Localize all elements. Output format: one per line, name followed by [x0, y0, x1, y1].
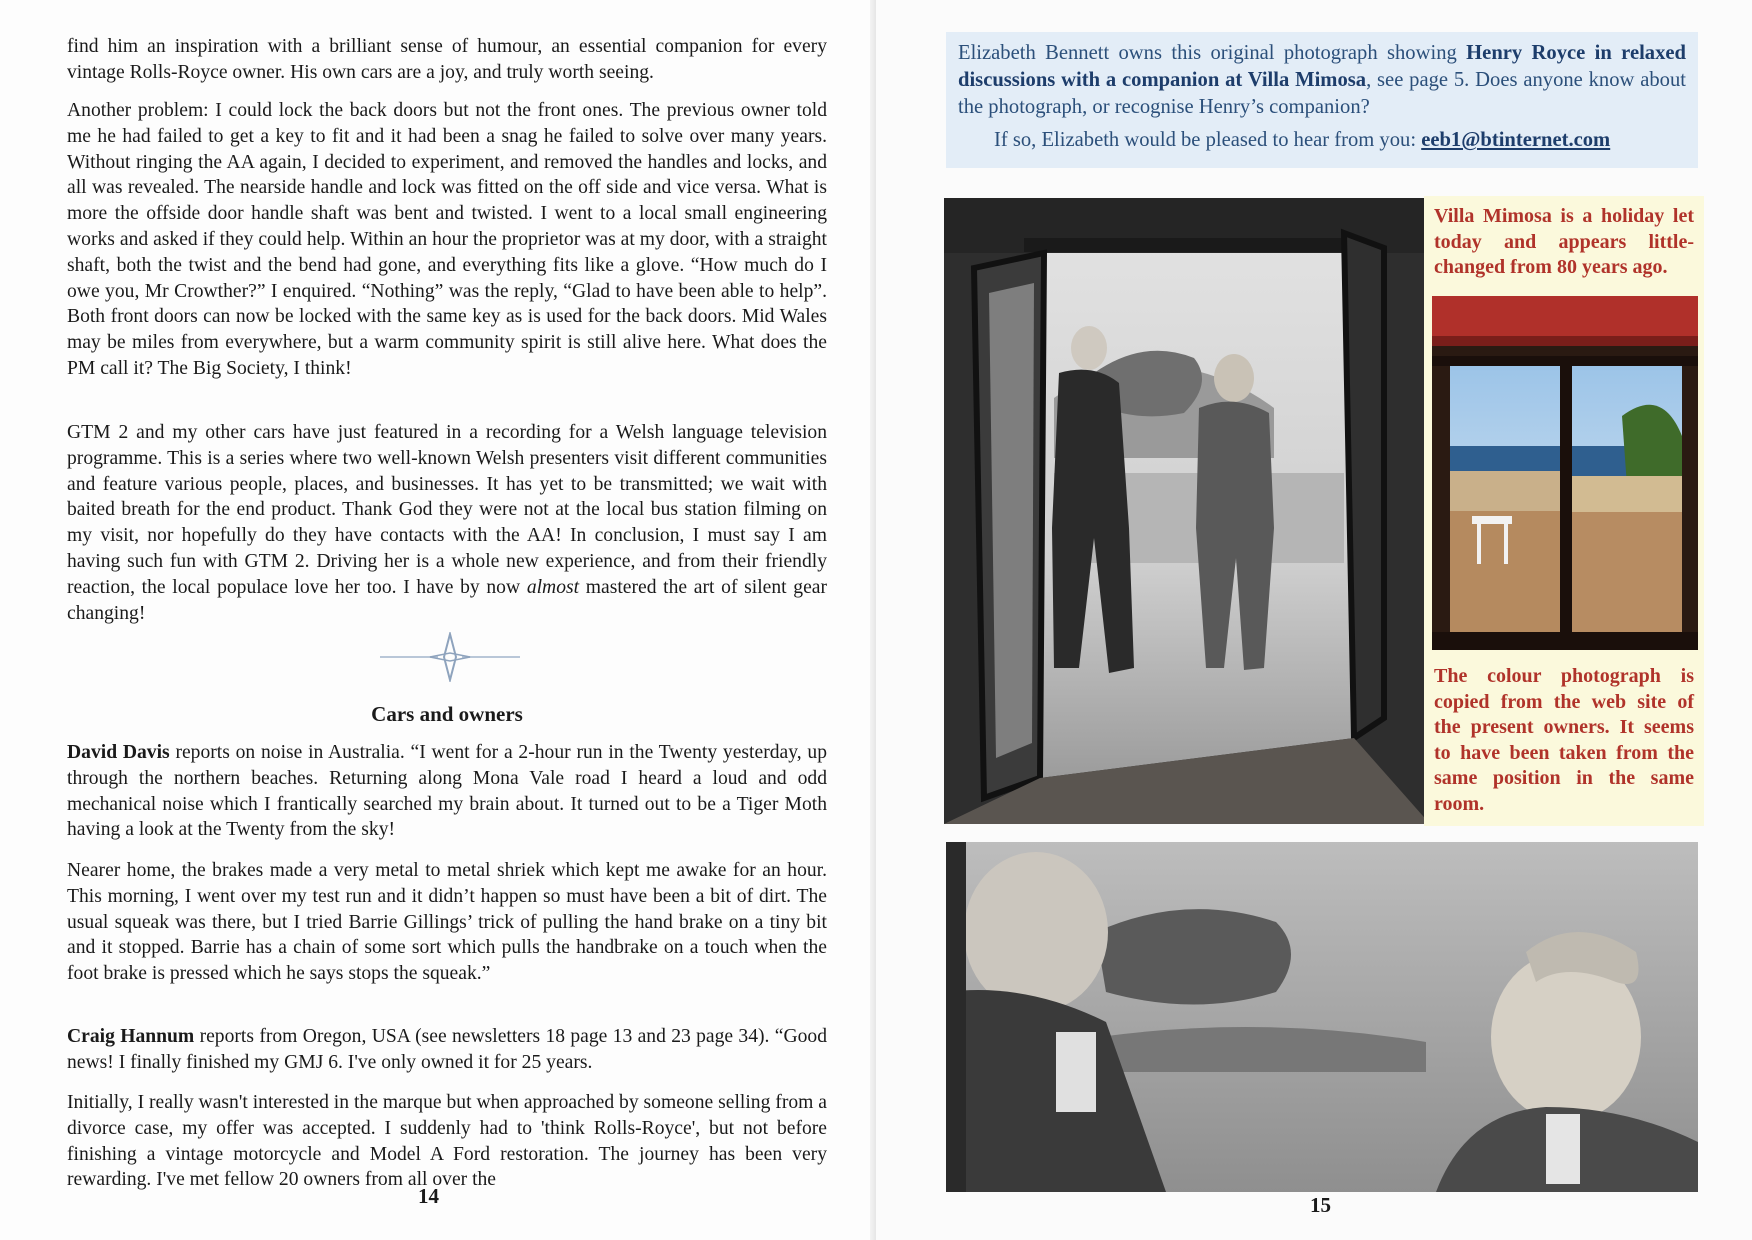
text-span: GTM 2 and my other cars have just featured in a recording for a Welsh language television programme. This is a series where two well-known Welsh presenters visit different communities and feature various people, places, and businesses. It has yet to be transmitted; we wait with baited breath for the end product. Thank God they were not at the local bus station filming on my visit, nor hopefully do they have contacts with the AA! In conclusion, I must say I am having such fun with GTM 2. Driving her is a whole new experience, and from their friendly reaction, the local populace love her too. I have by now	[67, 422, 827, 598]
paragraph-craig-hannum	[67, 1024, 827, 1088]
historic-photo-doorway	[944, 198, 1430, 824]
info-text	[958, 40, 1686, 121]
paragraph-intro	[67, 34, 827, 98]
page-number-left: 14	[418, 1184, 439, 1208]
text-span: , see page 5. Does anyone know about the photograph, or recognise Henry’s companion?	[958, 69, 1686, 118]
historic-photo-closeup	[946, 842, 1698, 1192]
caption-top: Villa Mimosa is a holiday let today and appears little-changed from 80 years ago.	[1434, 205, 1694, 278]
email-link[interactable]: eeb1@btinternet.com	[1421, 129, 1611, 151]
caption-bottom: The colour photograph is copied from the web site of the present owners. It seems to have been taken from the same position in the same room.	[1434, 665, 1694, 815]
text-span: reports from Oregon, USA (see newsletters 18 page 13 and 23 page 34). “Good news! I finally finished my GMJ 6. I've only owned it for 25 years.	[67, 1026, 827, 1073]
paragraph-text: Another problem: I could lock the back doors but not the front ones. The previous owner told me he had failed to get a key to fit and it had been a snag he failed to solve over many years. Without ringing the AA again, I decided to experiment, and removed the handles and locks, and all was revealed. The nearside handle and lock was fitted on the off side and vice versa. What is more the offside door handle shaft was bent and twisted. I went to a local small engineering works and asked if they could help. Within an hour the proprietor was at my door, with a straight shaft, both the twist and the bend had gone, and everything fits like a glove. “How much do I owe you, Mr Crowther?” I enquired. “Nothing” was the reply, “Glad to have been able to help”. Both front doors can now be locked with the same key as is used for the back doors. Mid Wales may be miles from everywhere, but a warm community spirit is still alive here. What does the PM call it? The Big Society, I think!	[67, 100, 827, 379]
text-span: reports on noise in Australia. “I went for a 2-hour run in the Twenty yesterday, up through the northern beaches. Returning along Mona Vale road I heard a loud and odd mechanical noise which I frantically searched my brain about. It turned out to be a Tiger Moth having a look at the Twenty from the sky!	[67, 742, 827, 841]
colour-photo-villa-window	[1432, 296, 1698, 650]
bold-text: Henry Royce in relaxed discussions with a companion at Villa Mimosa	[958, 42, 1686, 91]
text-span: Elizabeth Bennett owns this original photograph showing	[958, 42, 1467, 64]
text-span: If so, Elizabeth would be pleased to hear from you:	[994, 129, 1422, 151]
paragraph-text	[67, 420, 827, 626]
section-title: Cars and owners	[371, 702, 523, 726]
owner-name: Craig Hannum	[67, 1026, 195, 1047]
paragraph-david-davis	[67, 740, 827, 855]
paragraph-text	[67, 1024, 827, 1076]
info-box	[946, 32, 1698, 168]
page-number-right: 15	[1310, 1193, 1331, 1217]
italic-word: almost	[526, 576, 580, 598]
paragraph-text: Nearer home, the brakes made a very metal to metal shriek which kept me awake for an hour. This morning, I went over my test run and it didn’t happen so must have been a bit of dirt. The usual squeak was there, but I tried Barrie Gillings’ trick of pulling the hand brake on a tiny bit and it stopped. Barrie has a chain of some sort which pulls the handbrake on a touch when the foot brake is pressed which he says stops the squeak.”	[67, 860, 827, 985]
paragraph-door-locks	[67, 98, 827, 394]
contact-line	[958, 127, 1686, 154]
star-divider-ornament	[380, 632, 520, 682]
text-span: mastered the art of silent gear changing!	[67, 576, 827, 624]
paragraph-initially	[67, 1090, 827, 1205]
paragraph-brakes	[67, 858, 827, 999]
paragraph-text	[67, 740, 827, 843]
owner-name: David Davis	[67, 742, 170, 763]
paragraph-text: find him an inspiration with a brilliant sense of humour, an essential companion for every vintage Rolls-Royce owner. His own cars are a joy, and truly worth seeing.	[67, 36, 827, 83]
paragraph-text: Initially, I really wasn't interested in the marque but when approached by someone selling from a divorce case, my offer was accepted. I suddenly had to 'think Rolls-Royce', but not before finishing a vintage motorcycle and Model A Ford restoration. The journey has been very rewarding. I've met fellow 20 owners from all over the	[67, 1092, 827, 1191]
paragraph-welsh-tv	[67, 420, 827, 638]
